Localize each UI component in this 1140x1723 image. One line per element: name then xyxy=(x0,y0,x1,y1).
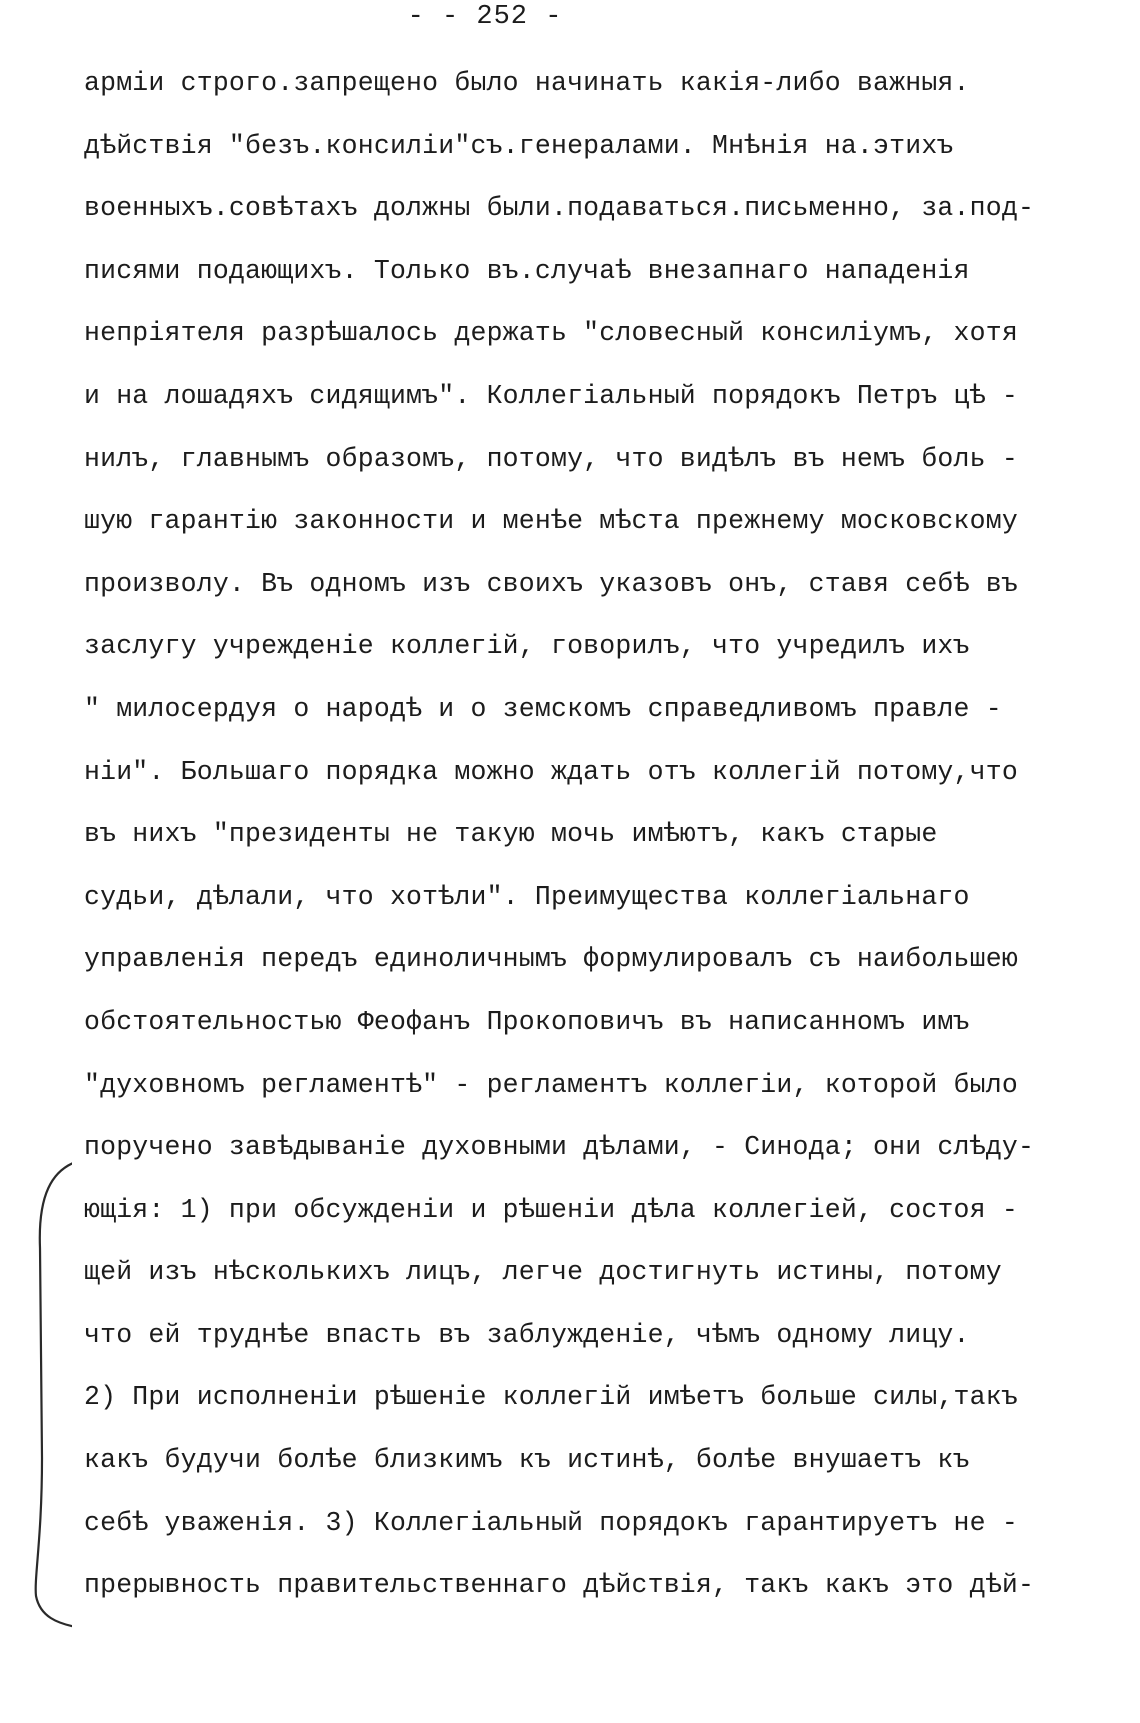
text-line: шую гарантію законности и менѣе мѣста прежнему московскому xyxy=(84,506,1018,537)
text-line: что ей труднѣе впасть въ заблужденіе, чѣмъ одному лицу. xyxy=(84,1319,970,1350)
text-line: "духовномъ регламентѣ" - регламентъ коллегіи, которой было xyxy=(84,1069,1018,1100)
text-line: прерывность правительственнаго дѣйствія, такъ какъ это дѣй- xyxy=(84,1570,1035,1601)
text-line: нилъ, главнымъ образомъ, потому, что видѣлъ въ немъ боль - xyxy=(84,443,1018,474)
text-line: въ нихъ "президенты не такую мочь имѣютъ, какъ старые xyxy=(84,819,938,850)
text-line: обстоятельностью Феофанъ Прокоповичъ въ написанномъ имъ xyxy=(84,1006,970,1037)
text-line: арміи строго.запрещено было начинать какія-либо важныя. xyxy=(84,68,970,98)
page-number: - - 252 - xyxy=(407,2,563,32)
text-line: дѣйствія "безъ.консиліи"съ.генералами. Мнѣнія на.этихъ xyxy=(84,130,954,161)
text-line: какъ будучи болѣе близкимъ къ истинѣ, болѣе внушаетъ къ xyxy=(84,1445,970,1476)
text-line: щей изъ нѣсколькихъ лицъ, легче достигнуть истины, потому xyxy=(84,1257,1002,1288)
text-line: произволу. Въ одномъ изъ своихъ указовъ онъ, ставя себѣ въ xyxy=(84,568,1018,599)
body-text xyxy=(84,52,1134,1617)
text-line: и на лошадяхъ сидящимъ". Коллегіальный порядокъ Петръ цѣ - xyxy=(84,380,1018,411)
text-line: ніи". Большаго порядка можно ждать отъ коллегій потому,что xyxy=(84,756,1018,787)
text-line: " милосердуя о народѣ и о земскомъ справедливомъ правле - xyxy=(84,693,1002,724)
text-line: себѣ уваженія. 3) Коллегіальный порядокъ гарантируетъ не - xyxy=(84,1507,1018,1538)
text-line: управленія передъ единоличнымъ формулировалъ съ наибольшею xyxy=(84,944,1018,975)
text-line: судьи, дѣлали, что хотѣли". Преимущества коллегіальнаго xyxy=(84,881,970,912)
text-line: 2) При исполненіи рѣшеніе коллегій имѣетъ больше силы,такъ xyxy=(84,1382,1018,1413)
text-line: ющія: 1) при обсужденіи и рѣшеніи дѣла коллегіей, состоя - xyxy=(84,1194,1018,1225)
text-line: военныхъ.совѣтахъ должны были.подаваться.письменно, за.под- xyxy=(84,193,1035,224)
text-line: непріятеля разрѣшалось держать "словесный консиліумъ, хотя xyxy=(84,318,1018,349)
text-line: писями подающихъ. Только въ.случаѣ внезапнаго нападенія xyxy=(84,255,970,286)
margin-bracket-mark xyxy=(12,1158,72,1628)
text-line: поручено завѣдываніе духовными дѣлами, - Синода; они слѣду- xyxy=(84,1132,1035,1163)
text-line: заслугу учрежденіе коллегій, говорилъ, что учредилъ ихъ xyxy=(84,631,970,662)
